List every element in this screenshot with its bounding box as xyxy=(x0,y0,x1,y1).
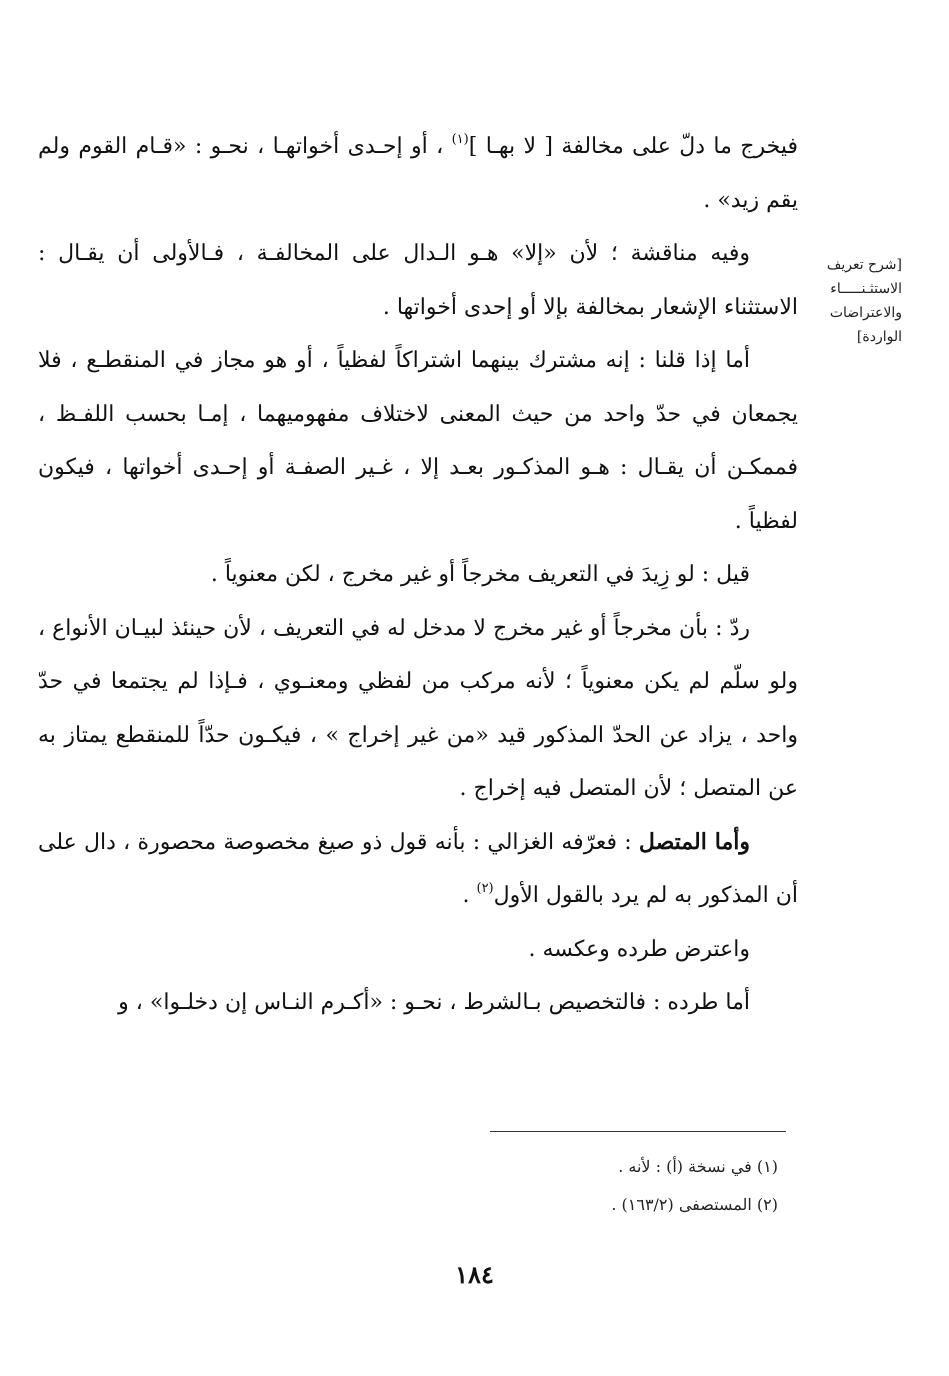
margin-note-line: الاستثـنـــــاء xyxy=(830,281,902,297)
paragraph-3: أما إذا قلنا : إنه مشترك بينهما اشتراكاً لفظياً ، أو هو مجاز في المنقطـع ، فلا يجمعان في حدّ واحد من حيث المعنى لاختلاف مفهوميهما ، إمـا بحسب اللفـظ ، فممكـن أن يقـال : هـو المذكـور بعـد إلا ، غـير الصفـة أو إحـدى أخواتها ، فيكون لفظياً . xyxy=(38,348,798,534)
footnote-1: (١) في نسخة (أ) : لأنه . xyxy=(618,1157,778,1176)
footnotes xyxy=(300,1148,778,1224)
paragraph-6 xyxy=(38,816,798,923)
paragraph-6-text-end: . xyxy=(462,883,477,908)
footnote-divider xyxy=(490,1131,786,1132)
paragraph-4: قيل : لو زِيدَ في التعريف مخرجاً أو غير مخرج ، لكن معنوياً . xyxy=(210,562,750,587)
paragraph-1-text: فيخرج ما دلّ على مخالفة [ لا بهـا ] xyxy=(468,134,798,159)
footnote-2: (٢) المستصفى (١٦٣/٢) . xyxy=(611,1195,778,1214)
paragraph-7: واعترض طرده وعكسه . xyxy=(528,936,750,962)
paragraph-2: وفيه مناقشة ؛ لأن «إلا» هـو الـدال على المخالفـة ، فـالأولى أن يقـال : الاستثناء الإشعار بمخالفة بإلا أو إحدى أخواتها . xyxy=(38,241,798,320)
margin-note-line: والاعتراضات xyxy=(829,305,902,321)
margin-note-line: [شرح تعريف xyxy=(826,257,902,273)
page-number: ١٨٤ xyxy=(455,1260,494,1289)
paragraph-6-text: : فعرّفه الغزالي : بأنه قول ذو صيغ مخصوصة محصورة ، دال على أن المذكور به لم يرد بالقول الأول xyxy=(38,829,798,908)
footnote-ref-1: (١) xyxy=(451,132,469,147)
paragraph-5: ردّ : بأن مخرجاً أو غير مخرج لا مدخل له في التعريف ، لأن حينئذ لبيـان الأنواع ، ولو سلّم لم يكن معنوياً ؛ لأنه مركب من لفظي ومعنـوي ، فـإذا لم يجتمعا في حدّ واحد ، يزاد عن الحدّ المذكور قيد «من غير إخراج » ، فيكـون حدّاً للمنقطع يمتاز به عن المتصل ؛ لأن المتصل فيه إخراج . xyxy=(38,615,798,801)
paragraph-1 xyxy=(38,120,798,227)
section-heading-muttasil: وأما المتصل xyxy=(638,828,750,855)
paragraph-1-text-end: ، أو إحـدى أخواتهـا ، نحـو : «قـام القوم ولم يقم زيد» . xyxy=(38,134,798,213)
paragraph-8: أما طرده : فالتخصيص بـالشرط ، نحـو : «أكـرم النـاس إن دخلـوا» ، و xyxy=(118,990,750,1015)
main-text xyxy=(38,120,798,1030)
margin-note xyxy=(802,253,902,349)
margin-note-line: الواردة] xyxy=(856,329,902,345)
footnote-ref-2: (٢) xyxy=(476,881,494,896)
